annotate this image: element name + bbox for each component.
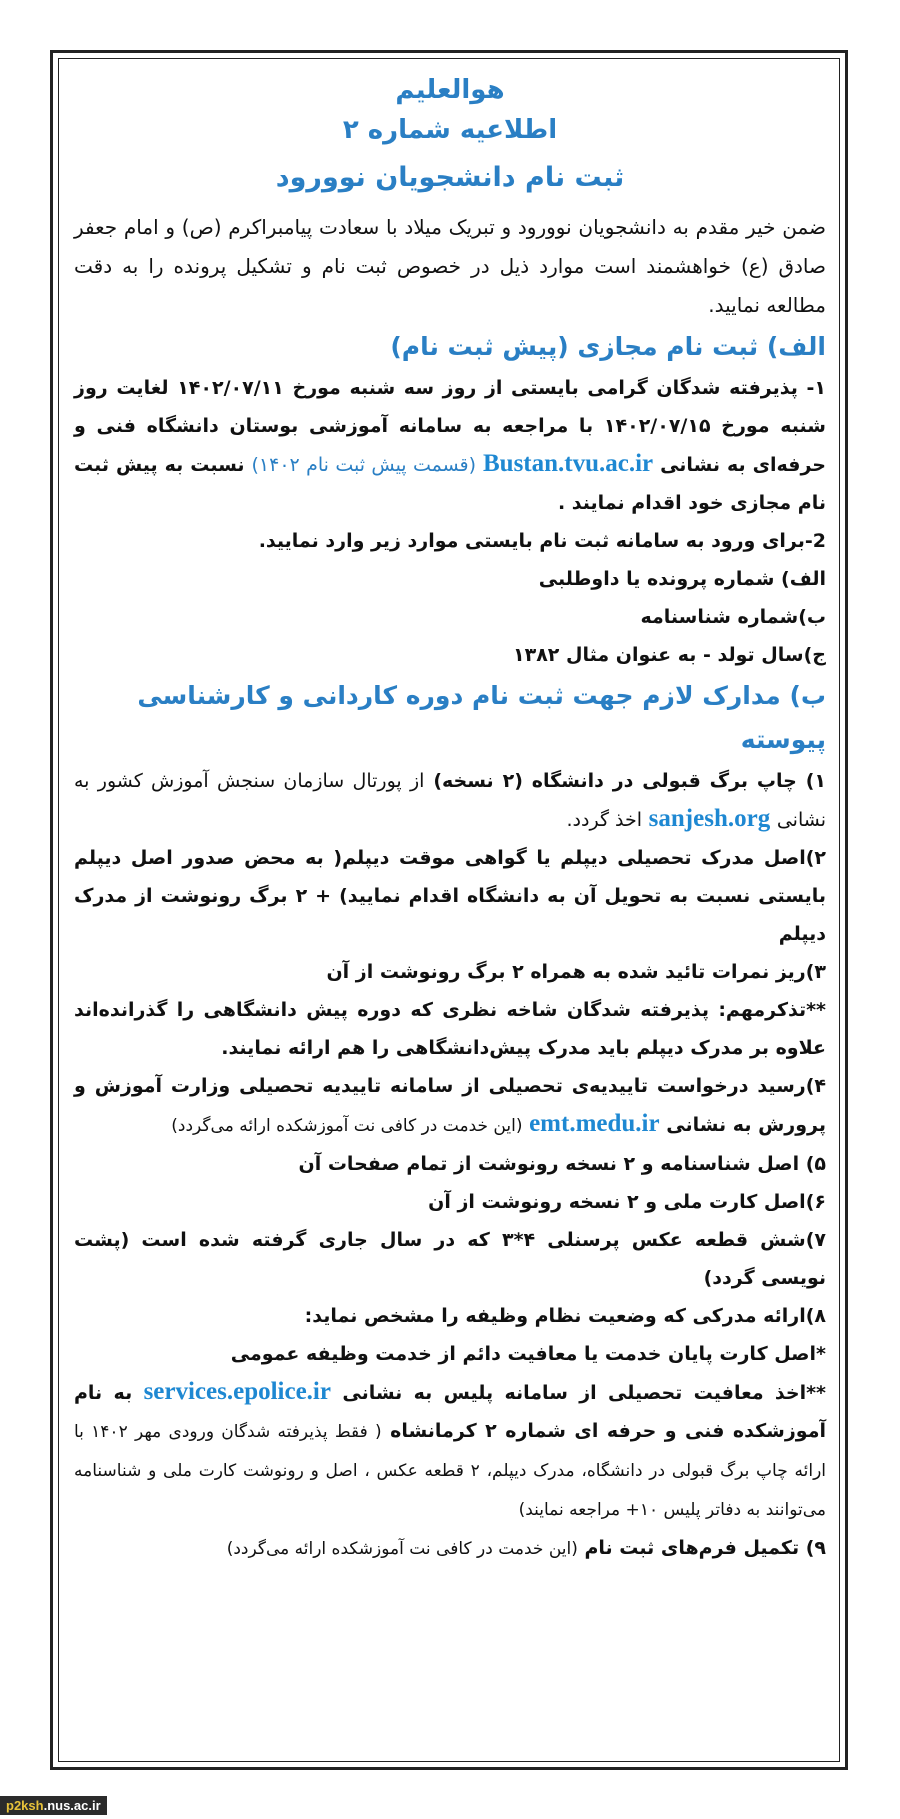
section-a-title: الف) ثبت نام مجازی (پیش ثبت نام)	[390, 332, 826, 361]
site-watermark	[0, 1796, 107, 1815]
section-b-title: ب) مدارک لازم جهت ثبت نام دوره کاردانی و کارشناسی پیوسته	[137, 681, 826, 754]
doc-item-1	[74, 762, 826, 839]
watermark-prefix: p2ksh	[6, 1798, 44, 1813]
section-a-item-1	[74, 369, 826, 522]
section-a-item-2c: ج)سال تولد - به عنوان مثال ۱۳۸۲	[513, 644, 826, 666]
emt-link[interactable]: emt.medu.ir	[529, 1110, 660, 1137]
announcement-body	[74, 70, 826, 1568]
doc-item-7: ۷)شش قطعه عکس پرسنلی ۴*۳ که در سال جاری گرفته شده است (پشت نویسی گردد)	[74, 1229, 827, 1289]
section-a-item-2: 2-برای ورود به سامانه ثبت نام بایستی موارد زیر وارد نمایید.	[258, 530, 826, 552]
item1-text-b: نسبت به پیش ثبت نام مجازی خود اقدام نمایند .	[74, 454, 826, 514]
doc-item-3: ۳)ریز نمرات تائید شده به همراه ۲ برگ رونوشت از آن	[326, 961, 826, 983]
item1-text-a: ۱- پذیرفته شدگان گرامی بایستی از روز سه شنبه مورخ ۱۴۰۲/۰۷/۱۱ لغایت روز شنبه مورخ ۱۴۰۲/۰۷/۱۵ با مراجعه به سامانه آموزشی بوستان دانشگاه فنی و حرفه‌ای به نشانی	[74, 377, 827, 476]
doc1-rest: از پورتال سازمان سنجش آموزش کشور به نشانی	[74, 770, 826, 831]
doc8b-text-3: ( فقط پذیرفته شدگان ورودی مهر ۱۴۰۲ با ارائه چاپ برگ قبولی در دانشگاه، مدرک دیپلم، ۲ قطعه عکس ، اصل و رونوشت کارت ملی و شناسنامه می‌توانند به دفاتر پلیس ۱۰+ مراجعه نمایند)	[74, 1422, 827, 1520]
doc-item-5: ۵) اصل شناسنامه و ۲ نسخه رونوشت از تمام صفحات آن	[298, 1153, 826, 1175]
header-bismillah: هوالعلیم	[395, 75, 505, 105]
intro-paragraph: ضمن خیر مقدم به دانشجویان نوورود و تبریک میلاد با سعادت پیامبراکرم (ص) و امام جعفر صادق (ع) خواهشمند است موارد ذیل در خصوص ثبت نام و تشکیل پرونده را به دقت مطالعه نمایید.	[74, 215, 826, 317]
doc-item-8: ۸)ارائه مدرکی که وضعیت نظام وظیفه را مشخص نماید:	[304, 1305, 826, 1327]
doc-item-9	[74, 1529, 826, 1568]
doc-item-8b	[74, 1373, 826, 1529]
section-a-item-2a: الف) شماره پرونده یا داوطلبی	[538, 568, 826, 590]
watermark-suffix: .nus.ac.ir	[43, 1798, 101, 1813]
epolice-link[interactable]: services.epolice.ir	[143, 1378, 331, 1405]
sanjesh-link[interactable]: sanjesh.org	[648, 805, 771, 832]
item1-note: (قسمت پیش ثبت نام ۱۴۰۲)	[251, 454, 477, 476]
doc8b-text-1: **اخذ معافیت تحصیلی از سامانه پلیس به نشانی	[342, 1382, 826, 1404]
important-note: **تذکرمهم: پذیرفته شدگان شاخه نظری که دوره پیش دانشگاهی را گذرانده‌اند علاوه بر مدرک دیپلم باید مدرک پیش‌دانشگاهی را هم ارائه نمایند.	[74, 999, 826, 1059]
doc-item-8a: *اصل کارت پایان خدمت یا معافیت دائم از خدمت وظیفه عمومی	[230, 1343, 826, 1365]
doc-item-4	[74, 1067, 826, 1145]
doc-item-6: ۶)اصل کارت ملی و ۲ نسخه رونوشت از آن	[428, 1191, 826, 1213]
doc-item-2: ۲)اصل مدرک تحصیلی دیپلم یا گواهی موقت دیپلم( به محض صدور اصل دیپلم بایستی نسبت به تحویل آن به دانشگاه اقدام نمایید) + ۲ برگ رونوشت از مدرک دیپلم	[74, 847, 826, 945]
doc9-text: ۹) تکمیل فرم‌های ثبت نام	[584, 1537, 826, 1559]
notice-number: اطلاعیه شماره ۲	[342, 115, 558, 145]
doc1-bold: ۱) چاپ برگ قبولی در دانشگاه (۲ نسخه)	[433, 770, 827, 792]
doc8b-text-2: به نام آموزشکده فنی و حرفه ای شماره ۲ کرمانشاه	[74, 1382, 826, 1442]
doc1-end: اخذ گردد.	[566, 809, 643, 831]
doc4-text: ۴)رسید درخواست تاییدیه‌ی تحصیلی از سامانه تاییدیه تحصیلی وزارت آموزش و پرورش به نشانی	[74, 1075, 826, 1136]
bustan-link[interactable]: Bustan.tvu.ac.ir	[482, 450, 654, 477]
page-title: ثبت نام دانشجویان نوورود	[275, 162, 625, 193]
section-a-item-2b: ب)شماره شناسنامه	[640, 606, 826, 628]
doc9-note: (این خدمت در کافی نت آموزشکده ارائه می‌گردد)	[226, 1539, 578, 1559]
doc4-note: (این خدمت در کافی نت آموزشکده ارائه می‌گردد)	[171, 1116, 523, 1136]
